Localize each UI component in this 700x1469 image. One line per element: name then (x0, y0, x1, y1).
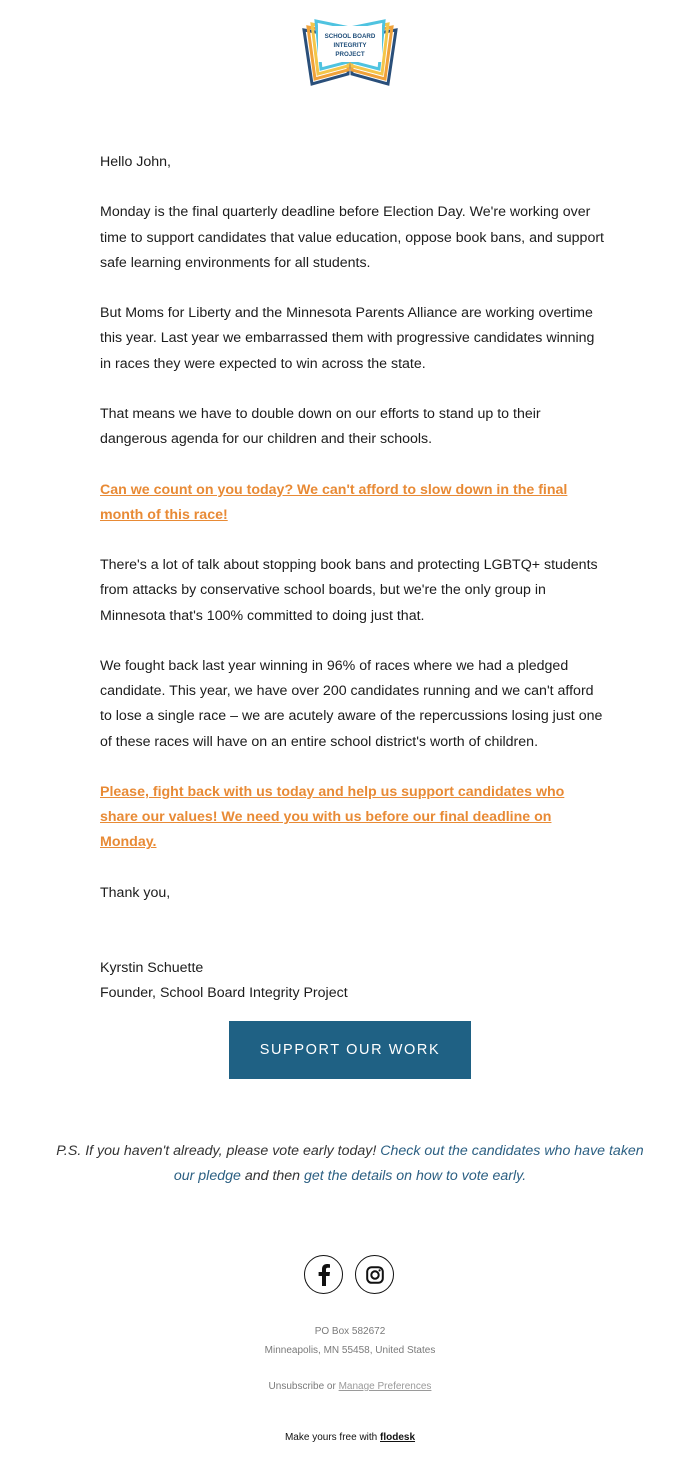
pledge-candidates-link[interactable]: Check out the candidates who have taken our pledge (173, 1143, 644, 1184)
ps-prefix: P.S. If you haven't already, please vote early today! (56, 1143, 381, 1159)
facebook-icon[interactable] (304, 1255, 343, 1294)
unsub-or: or (324, 1381, 339, 1392)
donate-link-1[interactable]: Can we count on you today? We can't afford to slow down in the final month of this race! (100, 481, 568, 523)
logo-line-2: INTEGRITY (333, 42, 367, 49)
paragraph-3: That means we have to double down on our efforts to stand up to their dangerous agenda for our children and their schools. (100, 405, 541, 448)
vote-early-link[interactable]: get the details on how to vote early. (304, 1168, 527, 1184)
paragraph-1: Monday is the final quarterly deadline before Election Day. We're working over time to support candidates that value education, oppose book bans, and support safe learning environments for all students. (100, 204, 605, 271)
paragraph-5: We fought back last year winning in 96% of races where we had a pledged candidate. This year, we have over 200 candidates running and we can't afford to lose a single race – we are acutely aware of the repercussions losing just one of these races will have on an entire school district's worth of children. (100, 657, 603, 750)
instagram-icon[interactable] (355, 1255, 394, 1294)
logo-line-1: SCHOOL BOARD (324, 33, 376, 40)
address-line-1: PO Box 582672 (314, 1326, 386, 1337)
made-prefix: Make yours free with (284, 1432, 381, 1443)
ps-middle: and then (240, 1168, 305, 1184)
signer-name: Kyrstin Schuette (100, 959, 204, 976)
closing: Thank you, (100, 884, 171, 901)
signer-title: Founder, School Board Integrity Project (100, 985, 348, 1002)
unsubscribe-link[interactable]: Unsubscribe (268, 1381, 325, 1392)
subscription-links (0, 1381, 700, 1392)
email-body (100, 150, 605, 1006)
postscript (52, 1139, 648, 1189)
paragraph-4: There's a lot of talk about stopping book bans and protecting LGBTQ+ students from attacks by conservative school boards, but we're the only group in Minnesota that's 100% committed to doing just that. (100, 557, 598, 624)
social-links (304, 1255, 396, 1295)
made-with-flodesk (0, 1432, 700, 1443)
logo (300, 18, 400, 88)
mailing-address (0, 1322, 700, 1360)
signature (100, 956, 605, 1006)
manage-preferences-link[interactable]: Manage Preferences (338, 1381, 432, 1392)
paragraph-2: But Moms for Liberty and the Minnesota Parents Alliance are working overtime this year. Last year we embarrassed them with progressive candidates winning in races they were expected to win across the state. (100, 305, 595, 372)
greeting: Hello John, (100, 154, 171, 170)
donate-link-2[interactable]: Please, fight back with us today and help us support candidates who share our values! We need you with us before our final deadline on Monday. (100, 783, 565, 851)
address-line-2: Minneapolis, MN 55458, United States (264, 1345, 436, 1356)
flodesk-link[interactable]: flodesk (380, 1432, 416, 1443)
logo-line-3: PROJECT (335, 51, 365, 58)
support-our-work-button[interactable]: SUPPORT OUR WORK (229, 1021, 471, 1079)
